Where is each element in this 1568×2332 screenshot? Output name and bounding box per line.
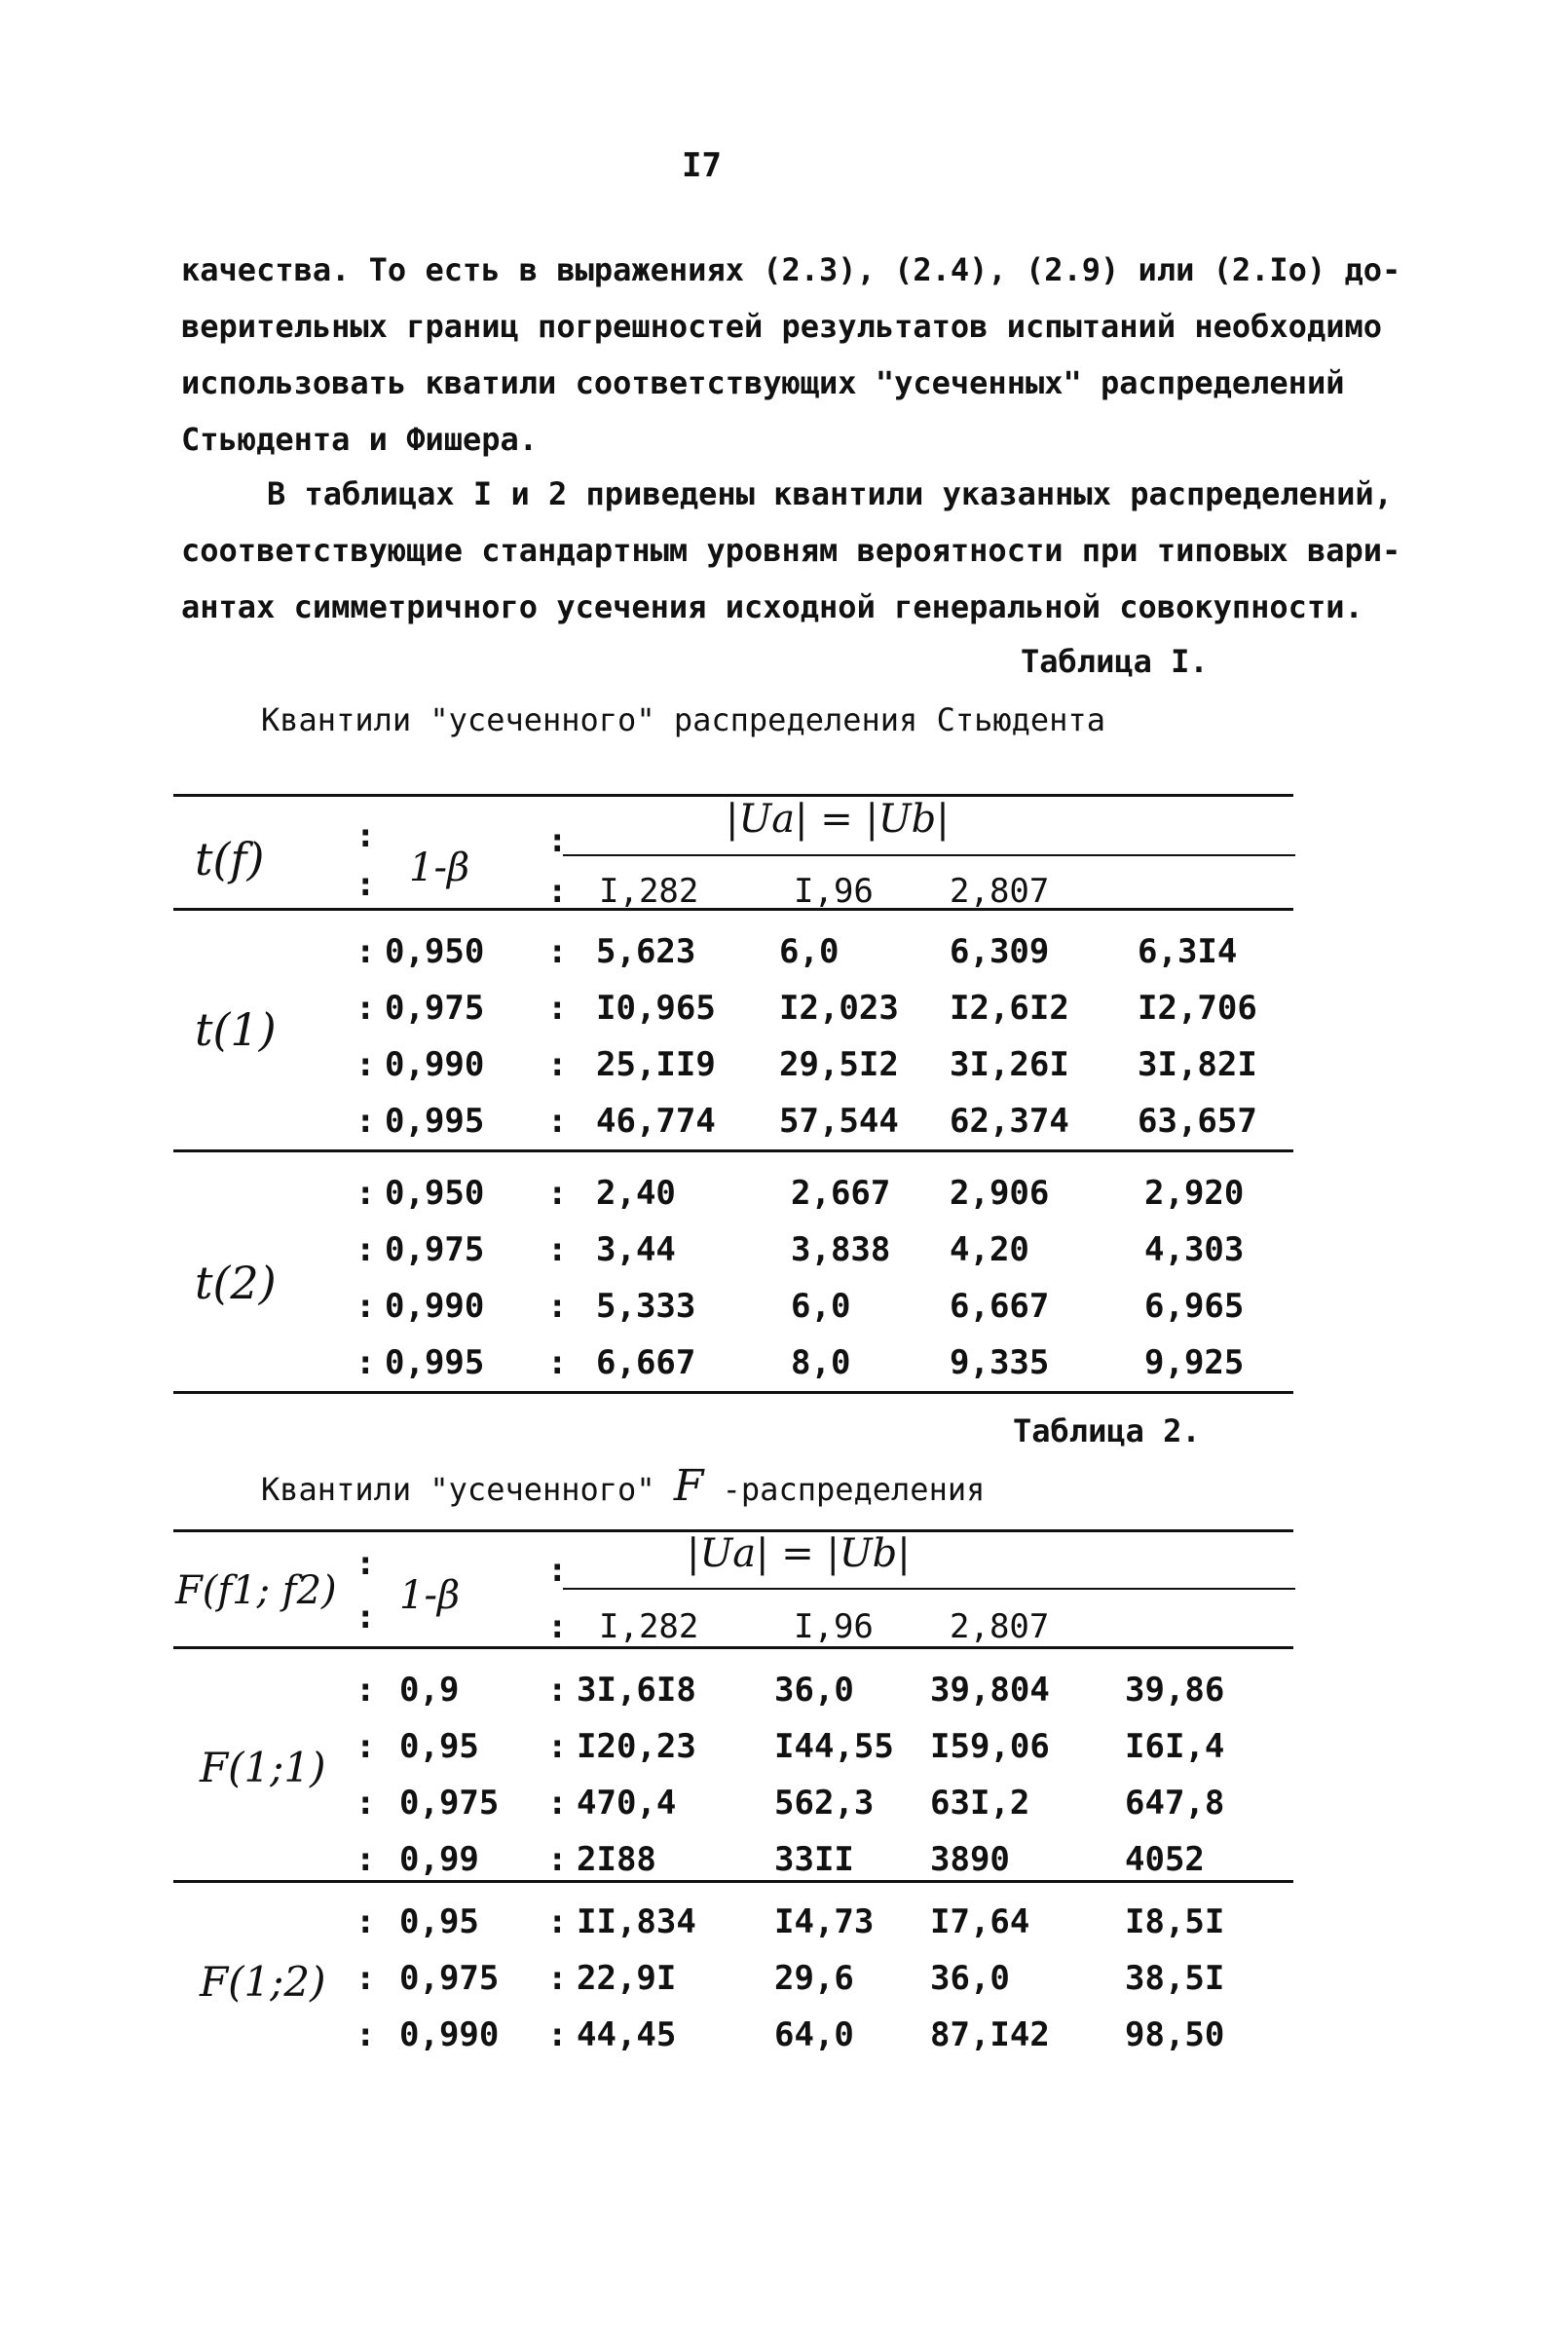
value-cell: I59,06 <box>930 1727 1050 1766</box>
intro-line: использовать кватили соответствующих "усеченных" распределений <box>181 364 1345 401</box>
prob-cell: 0,990 <box>399 2015 500 2054</box>
value-cell: 6,309 <box>950 932 1050 971</box>
table1-group-name: t(2) <box>195 1257 277 1309</box>
value-cell: 6,965 <box>1144 1287 1245 1326</box>
value-cell: 63,657 <box>1138 1102 1257 1141</box>
value-cell: 3,44 <box>596 1230 676 1269</box>
table2-title <box>261 1461 985 1511</box>
value-cell: 3I,82I <box>1138 1045 1257 1084</box>
value-cell: 5,333 <box>596 1287 696 1326</box>
colon: : <box>355 1174 376 1213</box>
colon: : <box>547 932 568 971</box>
value-cell: 2,906 <box>950 1174 1050 1213</box>
colon: : <box>355 1727 376 1766</box>
table2-head-beta: 1-β <box>399 1573 461 1618</box>
table1-col-header: I,282 <box>599 872 699 911</box>
colon: : <box>547 1102 568 1141</box>
value-cell: 22,9I <box>577 1959 677 1998</box>
colon: : <box>355 1902 376 1941</box>
value-cell: 4052 <box>1125 1840 1205 1879</box>
colon: : <box>547 821 568 860</box>
table2-group-name: F(1;2) <box>200 1958 326 2006</box>
value-cell: I2,6I2 <box>950 989 1069 1028</box>
colon: : <box>547 1840 568 1879</box>
value-cell: II,834 <box>577 1902 696 1941</box>
colon: : <box>547 1607 568 1646</box>
intro-paragraph <box>181 242 1401 468</box>
colon: : <box>355 1287 376 1326</box>
value-cell: 562,3 <box>774 1784 875 1823</box>
table1-group-name: t(1) <box>195 1003 277 1056</box>
value-cell: 29,6 <box>774 1959 854 1998</box>
value-cell: 98,50 <box>1125 2015 1225 2054</box>
colon: : <box>547 1343 568 1382</box>
value-cell: 44,45 <box>577 2015 677 2054</box>
colon: : <box>547 989 568 1028</box>
colon: : <box>355 1045 376 1084</box>
value-cell: I7,64 <box>930 1902 1030 1941</box>
value-cell: 29,5I2 <box>779 1045 899 1084</box>
value-cell: I2,706 <box>1138 989 1257 1028</box>
colon: : <box>355 1959 376 1998</box>
prob-cell: 0,995 <box>385 1343 485 1382</box>
value-cell: 4,303 <box>1144 1230 1245 1269</box>
value-cell: 647,8 <box>1125 1784 1225 1823</box>
value-cell: 3,838 <box>791 1230 891 1269</box>
value-cell: I6I,4 <box>1125 1727 1225 1766</box>
para-line: В таблицах I и 2 приведены квантили указанных распределений, <box>267 475 1393 512</box>
colon: : <box>547 1230 568 1269</box>
colon: : <box>547 1174 568 1213</box>
value-cell: 4,20 <box>950 1230 1029 1269</box>
table1-title: Квантили "усеченного" распределения Стьюдента <box>261 701 1105 738</box>
value-cell: 9,335 <box>950 1343 1050 1382</box>
table2-mid-rule <box>173 1880 1293 1883</box>
value-cell: 33II <box>774 1840 854 1879</box>
table2-col-header: I,282 <box>599 1607 699 1646</box>
value-cell: 38,5I <box>1125 1959 1225 1998</box>
colon: : <box>355 932 376 971</box>
value-cell: 2,40 <box>596 1174 676 1213</box>
table1-head-left: t(f) <box>195 833 265 885</box>
prob-cell: 0,95 <box>399 1902 479 1941</box>
colon: : <box>547 1287 568 1326</box>
prob-cell: 0,975 <box>385 989 485 1028</box>
value-cell: 6,0 <box>791 1287 851 1326</box>
value-cell: 87,I42 <box>930 2015 1050 2054</box>
value-cell: I8,5I <box>1125 1902 1225 1941</box>
value-cell: 6,667 <box>950 1287 1050 1326</box>
value-cell: 2I88 <box>577 1840 656 1879</box>
colon: : <box>547 1727 568 1766</box>
colon: : <box>547 2015 568 2054</box>
prob-cell: 0,990 <box>385 1287 485 1326</box>
table2-head-rule <box>173 1646 1293 1649</box>
prob-cell: 0,9 <box>399 1671 460 1710</box>
colon: : <box>547 1784 568 1823</box>
value-cell: I4,73 <box>774 1902 875 1941</box>
table1-col-header: I,96 <box>794 872 874 911</box>
value-cell: 57,544 <box>779 1102 899 1141</box>
table1-group-rule <box>563 854 1295 856</box>
colon: : <box>355 1343 376 1382</box>
value-cell: 46,774 <box>596 1102 716 1141</box>
colon: : <box>547 1902 568 1941</box>
colon: : <box>355 816 376 855</box>
prob-cell: 0,95 <box>399 1727 479 1766</box>
value-cell: 3890 <box>930 1840 1010 1879</box>
value-cell: 470,4 <box>577 1784 677 1823</box>
value-cell: 3I,6I8 <box>577 1671 696 1710</box>
value-cell: 6,667 <box>596 1343 696 1382</box>
table2-title-f: F <box>673 1461 704 1511</box>
colon: : <box>355 1102 376 1141</box>
value-cell: I20,23 <box>577 1727 696 1766</box>
colon: : <box>547 1671 568 1710</box>
table2-title-post: -распределения <box>722 1471 986 1508</box>
second-paragraph <box>181 466 1401 635</box>
intro-line: Стьюдента и Фишера. <box>181 421 539 458</box>
table2-head-left: F(f1; f2) <box>175 1568 337 1613</box>
value-cell: 64,0 <box>774 2015 854 2054</box>
colon: : <box>547 1045 568 1084</box>
value-cell: 8,0 <box>791 1343 851 1382</box>
table1-label: Таблица I. <box>1021 643 1209 680</box>
colon: : <box>355 1598 376 1636</box>
table1-col-header: 2,807 <box>950 872 1050 911</box>
value-cell: I0,965 <box>596 989 716 1028</box>
intro-line: верительных границ погрешностей результатов испытаний необходимо <box>181 308 1382 345</box>
prob-cell: 0,975 <box>385 1230 485 1269</box>
intro-line: качества. То есть в выражениях (2.3), (2.4), (2.9) или (2.Iо) до- <box>181 251 1401 288</box>
table1-head-group: |Ua| = |Ub| <box>726 797 950 842</box>
value-cell: 39,86 <box>1125 1671 1225 1710</box>
page-number: I7 <box>682 146 722 185</box>
colon: : <box>547 1551 568 1590</box>
value-cell: 36,0 <box>774 1671 854 1710</box>
colon: : <box>355 1544 376 1583</box>
table1-head-beta: 1-β <box>409 846 470 890</box>
value-cell: 39,804 <box>930 1671 1050 1710</box>
colon: : <box>355 1230 376 1269</box>
prob-cell: 0,975 <box>399 1959 500 1998</box>
prob-cell: 0,990 <box>385 1045 485 1084</box>
colon: : <box>355 2015 376 2054</box>
value-cell: 25,II9 <box>596 1045 716 1084</box>
table1-bottom-rule <box>173 1391 1293 1394</box>
colon: : <box>355 1784 376 1823</box>
value-cell: 5,623 <box>596 932 696 971</box>
value-cell: I44,55 <box>774 1727 894 1766</box>
prob-cell: 0,950 <box>385 1174 485 1213</box>
value-cell: 2,920 <box>1144 1174 1245 1213</box>
value-cell: 63I,2 <box>930 1784 1030 1823</box>
colon: : <box>355 865 376 904</box>
table2-col-header: 2,807 <box>950 1607 1050 1646</box>
table2-col-header: I,96 <box>794 1607 874 1646</box>
table1-mid-rule <box>173 1149 1293 1152</box>
value-cell: 6,3I4 <box>1138 932 1238 971</box>
colon: : <box>355 1840 376 1879</box>
table2-head-group: |Ua| = |Ub| <box>687 1531 911 1576</box>
para-line: антах симметричного усечения исходной генеральной совокупности. <box>181 588 1363 625</box>
para-line: соответствующие стандартным уровням вероятности при типовых вари- <box>181 532 1401 569</box>
colon: : <box>355 989 376 1028</box>
table2-group-rule <box>563 1588 1295 1590</box>
value-cell: 6,0 <box>779 932 840 971</box>
colon: : <box>355 1671 376 1710</box>
table2-title-pre: Квантили "усеченного" <box>261 1471 655 1508</box>
table2-group-name: F(1;1) <box>200 1744 326 1791</box>
colon: : <box>547 1959 568 1998</box>
prob-cell: 0,99 <box>399 1840 479 1879</box>
prob-cell: 0,950 <box>385 932 485 971</box>
value-cell: 3I,26I <box>950 1045 1069 1084</box>
table1-head-rule <box>173 908 1293 911</box>
prob-cell: 0,975 <box>399 1784 500 1823</box>
prob-cell: 0,995 <box>385 1102 485 1141</box>
value-cell: 36,0 <box>930 1959 1010 1998</box>
value-cell: I2,023 <box>779 989 899 1028</box>
value-cell: 9,925 <box>1144 1343 1245 1382</box>
colon: : <box>547 872 568 911</box>
table2-label: Таблица 2. <box>1013 1412 1201 1449</box>
value-cell: 2,667 <box>791 1174 891 1213</box>
value-cell: 62,374 <box>950 1102 1069 1141</box>
